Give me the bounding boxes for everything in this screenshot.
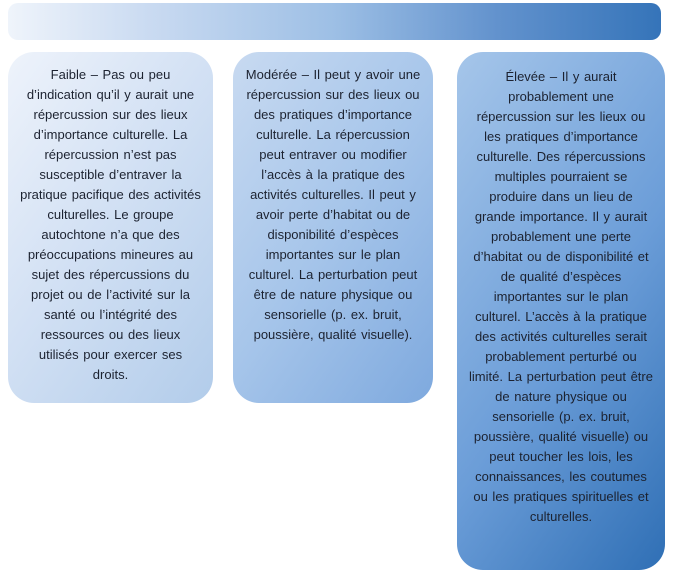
level-card-moderee xyxy=(233,52,433,403)
level-moderee-text: Modérée – Il peut y avoir une répercussion sur des lieux ou des pratiques d’importance culturelle. La répercussion peut entraver ou modifier l’accès à la pratique des activités culturelles. Il peut y avoir perte d’habitat ou de disponibilité d’espèces importantes sur le plan culturel. La perturbation peut être de nature physique ou sensorielle (p. ex. bruit, poussière, qualité visuelle). xyxy=(245,67,421,342)
level-card-faible xyxy=(8,52,213,403)
gradient-scale-bar xyxy=(8,3,661,40)
level-faible-text: Faible – Pas ou peu d’indication qu’il y aurait une répercussion sur des lieux d’importance culturelle. La répercussion n’est pas susceptible d’entraver la pratique pacifique des activités culturelles. Le groupe autochtone n’a que des préoccupations mineures au sujet des répercussions du projet ou de l’activité sur la santé ou l’intégrité des ressources ou des lieux utilisés pour exercer ses droits. xyxy=(20,67,201,382)
level-elevee-text: Élevée – Il y aurait probablement une répercussion sur les lieux ou les pratiques d’importance culturelle. Des répercussions multiples pourraient se produire dans un lieu de grande importance. Il y aurait probablement une perte d’habitat ou de disponibilité et de qualité d’espèces importantes sur le plan culturel. L’accès à la pratique des activités culturelles serait probablement perturbé ou limité. La perturbation peut être de nature physique ou sensorielle (p. ex. bruit, poussière, qualité visuelle) ou peut toucher les lois, les connaissances, les coutumes ou les pratiques spirituelles et culturelles. xyxy=(469,69,653,524)
level-card-elevee xyxy=(457,52,665,570)
